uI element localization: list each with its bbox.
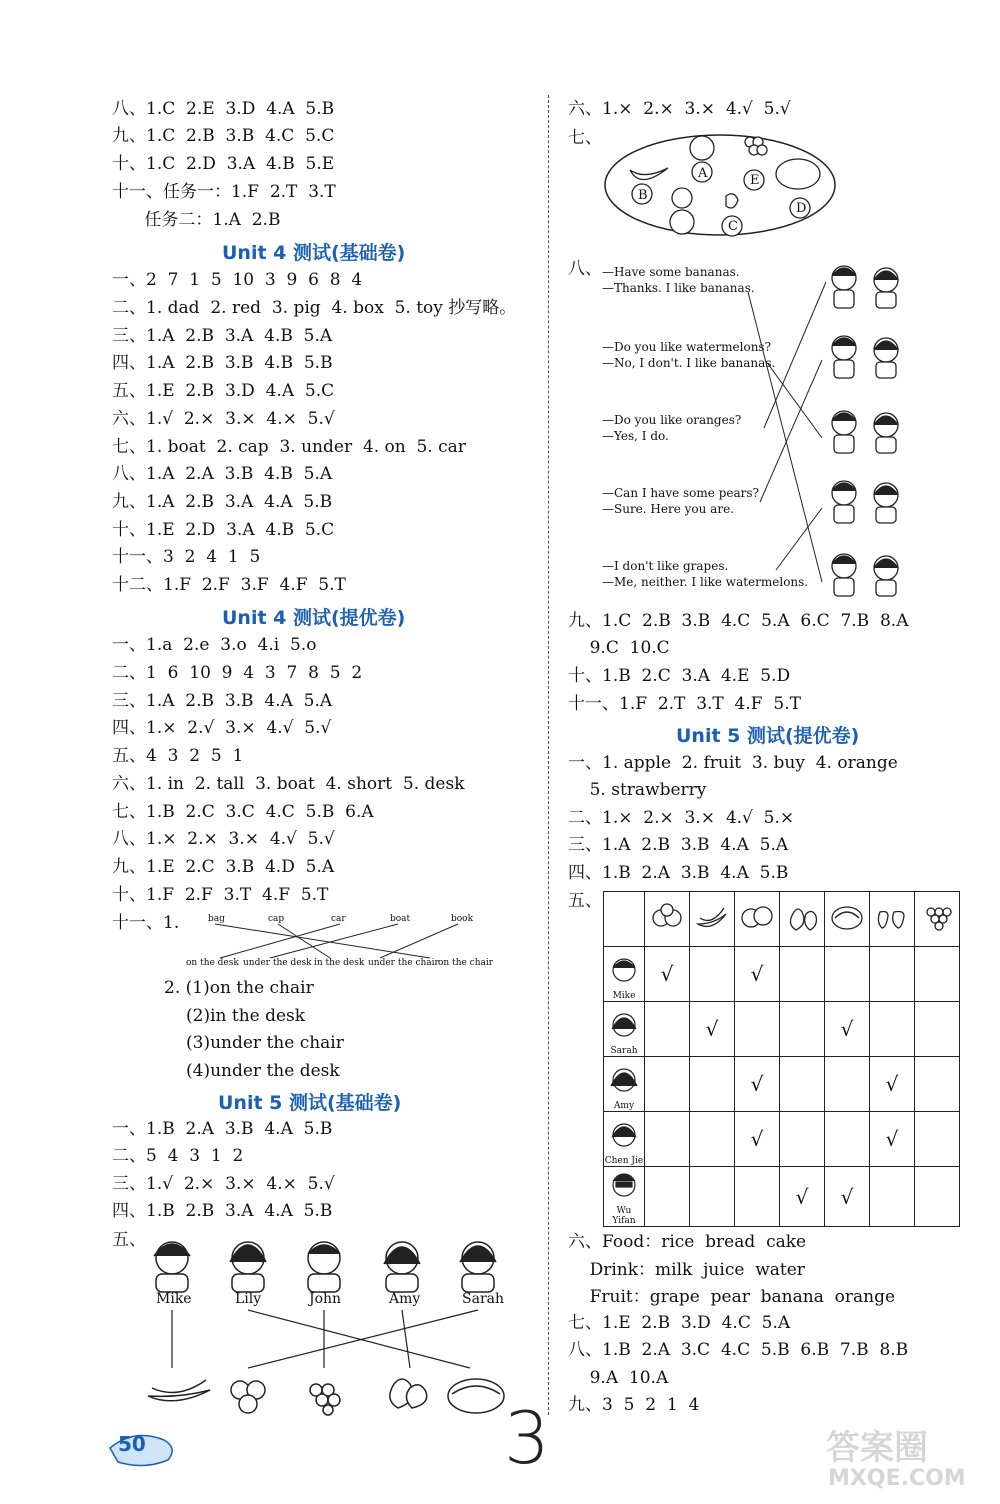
mark-cell: √ [870,1057,915,1112]
answer-line: 一、1. apple 2. fruit 3. buy 4. orange [568,753,898,773]
section-label: 七、 [568,128,602,148]
table-row [604,947,960,1002]
oval-letter: D [796,201,807,216]
answer-line: 四、1.A 2.B 3.B 4.B 5.B [112,353,333,373]
oval-letter: B [638,188,648,203]
section-heading: Unit 4 测试(基础卷) [222,242,406,264]
answer-line: 八、1.× 2.× 3.× 4.√ 5.√ [112,829,335,849]
mark-cell [915,1057,960,1112]
answer-line: 二、1. dad 2. red 3. pig 4. box 5. toy 抄写略。 [112,298,517,318]
answer-line: 十、1.B 2.C 3.A 4.E 5.D [568,666,791,686]
answer-line: (4)under the desk [186,1061,340,1081]
mark-cell: √ [645,947,690,1002]
oval-letter: C [728,219,738,234]
dialog-line: —I don't like grapes. [602,559,729,573]
answer-line: 九、3 5 2 1 4 [568,1395,700,1415]
answer-line: 十、1.E 2.D 3.A 4.B 5.C [112,520,335,540]
answer-line: 一、1.a 2.e 3.o 4.i 5.o [112,635,317,655]
answer-line: Drink：milk juice water [568,1260,805,1280]
dialog-line: —Do you like watermelons? [602,340,772,354]
answer-line: 十一、1.F 2.T 3.T 4.F 5.T [568,694,801,714]
kid-name-cell: Sarah [604,1002,645,1057]
mark-cell [690,1057,735,1112]
answer-line: 三、1.A 2.B 3.B 4.A 5.A [568,835,789,855]
match-bottom-word: on the desk [186,958,239,968]
answer-line: 六、1.√ 2.× 3.× 4.× 5.√ [112,409,335,429]
table-row [604,1167,960,1227]
answer-line: 十一、任务一：1.F 2.T 3.T [112,182,336,202]
mark-cell [645,1057,690,1112]
mark-cell: √ [735,1112,780,1167]
strawberries-icon [870,892,915,947]
mark-cell [690,947,735,1002]
answer-line: 二、1 6 10 9 4 3 7 8 5 2 [112,663,363,683]
mark-cell [645,1167,690,1227]
answer-line: 四、1.B 2.B 3.A 4.A 5.B [112,1201,333,1221]
mark-cell [915,1112,960,1167]
mark-cell [870,1167,915,1227]
kid-name: John [309,1291,342,1307]
mark-cell: √ [870,1112,915,1167]
section-label: 五、 [112,1230,146,1250]
dialog-line: —Have some bananas. [602,265,740,279]
answer-line: 九、1.C 2.B 3.B 4.C 5.C [112,126,335,146]
mark-cell: √ [825,1002,870,1057]
grapes-icon [915,892,960,947]
answer-line: 9.C 10.C [568,638,670,658]
dialog-line: —Can I have some pears? [602,486,759,500]
oranges-icon [735,892,780,947]
kid-fruit-match [140,1308,520,1418]
section-label: 五、 [568,891,602,911]
mark-cell [780,947,825,1002]
mark-cell [870,947,915,1002]
mark-cell [690,1112,735,1167]
handwritten-mark: 3 [504,1396,550,1480]
answer-line: 2. (1)on the chair [164,978,314,998]
section-label: 八、 [568,259,602,279]
dialog-line: —No, I don't. I like bananas. [602,356,776,370]
answer-line: 十、1.C 2.D 3.A 4.B 5.E [112,154,335,174]
bananas-icon [690,892,735,947]
answer-line: 五、1.E 2.B 3.D 4.A 5.C [112,381,335,401]
answer-line: 一、1.B 2.A 3.B 4.A 5.B [112,1119,333,1139]
mark-cell [645,1112,690,1167]
answer-line: 九、1.A 2.B 3.A 4.A 5.B [112,492,333,512]
match-bottom-word: under the chair [368,958,439,968]
answer-line: 二、5 4 3 1 2 [112,1146,244,1166]
fruit-oval [600,130,840,240]
match-bottom-word: under the desk [243,958,312,968]
kid-name-cell: Wu Yifan [604,1167,645,1227]
table-row [604,1057,960,1112]
mark-cell [780,1112,825,1167]
match-top-word: cap [268,914,285,924]
corner-cell [604,892,645,947]
mark-cell: √ [735,1057,780,1112]
match-bottom-word: on the chair [438,958,494,968]
answer-line: 十二、1.F 2.F 3.F 4.F 5.T [112,575,346,595]
answer-line: 四、1.B 2.A 3.B 4.A 5.B [568,863,789,883]
mark-cell: √ [825,1167,870,1227]
answer-line: 七、1.B 2.C 3.C 4.C 5.B 6.A [112,802,374,822]
answer-line: 三、1.A 2.B 3.B 4.A 5.A [112,691,333,711]
mark-cell [870,1002,915,1057]
answer-line: 四、1.× 2.√ 3.× 4.√ 5.√ [112,718,332,738]
kid-name: Sarah [462,1291,504,1307]
oval-letter: E [750,173,760,188]
mark-cell [825,1112,870,1167]
mark-cell: √ [690,1002,735,1057]
apples-icon [645,892,690,947]
kid-name: Amy [389,1291,421,1307]
kid-name: Mike [156,1291,192,1307]
pears-icon [780,892,825,947]
mark-cell [825,1057,870,1112]
table-header-row [604,892,960,947]
answer-line: 六、Food：rice bread cake [568,1232,807,1252]
mark-cell [645,1002,690,1057]
match-lines [180,922,500,962]
answer-line: 五、4 3 2 5 1 [112,746,244,766]
kid-name-cell: Chen Jie [604,1112,645,1167]
answer-line: 九、1.C 2.B 3.B 4.C 5.A 6.C 7.B 8.A [568,611,909,631]
mark-cell [825,947,870,1002]
dialog-line: —Sure. Here you are. [602,502,734,516]
oval-letter: A [698,166,708,181]
kid-name-cell: Mike [604,947,645,1002]
mark-cell [780,1002,825,1057]
watermark-url: MXQE.COM [828,1466,966,1491]
kid-name-cell: Amy [604,1057,645,1112]
answer-line: 六、1. in 2. tall 3. boat 4. short 5. desk [112,774,465,794]
match-bottom-word: in the desk [314,958,365,968]
dialog-line: —Do you like oranges? [602,413,742,427]
answer-line: 十一、3 2 4 1 5 [112,547,261,567]
column-divider [548,95,549,1415]
fruit-preference-table [603,891,960,1227]
kid-name: Lily [235,1291,262,1307]
match-top-word: car [331,914,346,924]
mark-cell [690,1167,735,1227]
dialog-match [740,252,920,602]
answer-line: 七、1. boat 2. cap 3. under 4. on 5. car [112,437,466,457]
mark-cell: √ [735,947,780,1002]
dialog-line: —Thanks. I like bananas. [602,281,755,295]
match-label: 十一、1. [112,913,180,933]
answer-line: 任务二：1.A 2.B [112,210,281,230]
answer-line: 三、1.√ 2.× 3.× 4.× 5.√ [112,1174,335,1194]
answer-line: 9.A 10.A [568,1368,669,1388]
answer-line: 十、1.F 2.F 3.T 4.F 5.T [112,885,329,905]
match-top-word: boat [390,914,411,924]
section-heading: Unit 4 测试(提优卷) [222,607,406,629]
mark-cell: √ [780,1167,825,1227]
answer-line: (3)under the chair [186,1033,344,1053]
match-top-word: bag [208,914,225,924]
answer-line: Fruit：grape pear banana orange [568,1287,896,1307]
section-heading: Unit 5 测试(基础卷) [218,1092,402,1114]
dialog-line: —Me, neither. I like watermelons. [602,575,809,589]
watermark-logo: 答案圈 [826,1428,928,1468]
answer-line: 八、1.A 2.A 3.B 4.B 5.A [112,464,333,484]
answer-line: (2)in the desk [186,1006,306,1026]
table-row [604,1002,960,1057]
answer-line: 三、1.A 2.B 3.A 4.B 5.A [112,326,333,346]
dialog-line: —Yes, I do. [602,429,669,443]
answer-line: 七、1.E 2.B 3.D 4.C 5.A [568,1313,791,1333]
mark-cell [915,1167,960,1227]
mark-cell [735,1002,780,1057]
mark-cell [780,1057,825,1112]
mark-cell [735,1167,780,1227]
answer-line: 一、2 7 1 5 10 3 9 6 8 4 [112,270,363,290]
answer-line: 八、1.B 2.A 3.C 4.C 5.B 6.B 7.B 8.B [568,1340,909,1360]
answer-line: 二、1.× 2.× 3.× 4.√ 5.× [568,808,795,828]
section-heading: Unit 5 测试(提优卷) [676,725,860,747]
answer-line: 八、1.C 2.E 3.D 4.A 5.B [112,99,335,119]
table-row [604,1112,960,1167]
page-number: 50 [118,1432,146,1456]
answer-line: 九、1.E 2.C 3.B 4.D 5.A [112,857,335,877]
answer-line: 六、1.× 2.× 3.× 4.√ 5.√ [568,99,791,119]
mark-cell [915,947,960,1002]
answer-line: 5. strawberry [568,780,707,800]
match-top-word: book [451,914,474,924]
watermelons-icon [825,892,870,947]
kids-illustration [140,1228,520,1298]
mark-cell [915,1002,960,1057]
